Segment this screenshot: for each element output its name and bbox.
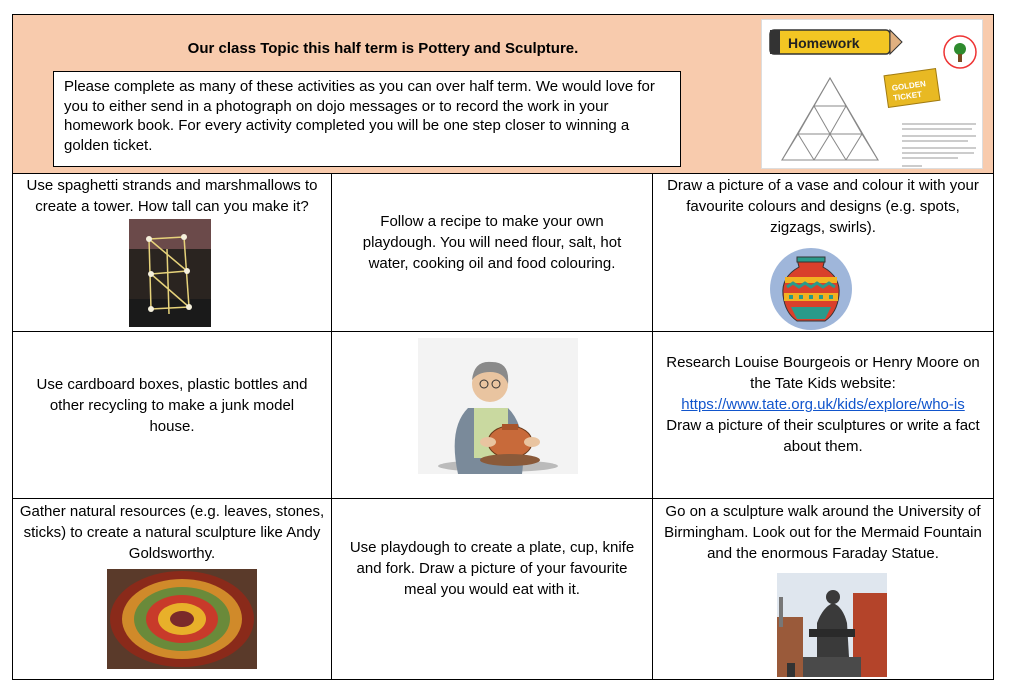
activity-sculpture-walk xyxy=(653,499,993,679)
activity-natural-sculpture xyxy=(13,499,331,679)
intro-text: Please complete as many of these activities as you can over half term. We would love for you to either send in a photograph on dojo messages or to record the work in your homework book. For every activity completed you will be one step closer to winning a golden ticket. xyxy=(53,71,681,167)
activity-draw-vase xyxy=(653,173,993,331)
leaf-mandala-photo xyxy=(107,569,257,669)
activity-text: Research Louise Bourgeois or Henry Moore on the Tate Kids website: xyxy=(666,354,980,392)
tate-kids-link[interactable]: https://www.tate.org.uk/kids/explore/who-is xyxy=(681,396,965,413)
homework-banner-text: Homework xyxy=(788,35,860,51)
activity-text: Draw a picture of a vase and colour it with your favourite colours and designs (e.g. spots, zigzags, swirls). xyxy=(667,177,979,236)
activity-text: Use spaghetti strands and marshmallows to create a tower. How tall can you make it? xyxy=(26,177,318,215)
activity-playdough-recipe xyxy=(332,173,652,331)
activity-text: Use playdough to create a plate, cup, knife and fork. Draw a picture of your favourite meal you would eat with it. xyxy=(349,539,635,598)
triangle-pyramid-icon xyxy=(782,78,878,160)
page-title: Our class Topic this half term is Pottery and Sculpture. xyxy=(187,40,579,57)
activity-text-continued: Draw a picture of their sculptures or write a fact about them. xyxy=(666,417,980,455)
activity-spaghetti-tower xyxy=(13,173,331,331)
faraday-statue-photo xyxy=(777,573,887,677)
vase-picture xyxy=(769,247,853,331)
activity-potter-image xyxy=(332,332,652,498)
homework-sheet-thumbnail xyxy=(761,19,983,169)
activity-text: Use cardboard boxes, plastic bottles and other recycling to make a junk model house. xyxy=(36,376,308,435)
potter-clipart xyxy=(418,338,578,474)
header-banner xyxy=(13,15,993,174)
activity-text: Follow a recipe to make your own playdough. You will need flour, salt, hot water, cooking oil and food colouring. xyxy=(362,213,622,272)
spaghetti-tower-photo xyxy=(129,219,211,327)
homework-thumbnail-illustration xyxy=(762,20,983,169)
activity-research-sculptors xyxy=(653,332,993,498)
golden-ticket-line2: TICKET xyxy=(892,89,923,103)
instruction-lines xyxy=(902,124,976,166)
golden-ticket-line1: GOLDEN xyxy=(891,79,927,93)
activity-junk-model-house xyxy=(13,332,331,498)
activity-text: Gather natural resources (e.g. leaves, stones, sticks) to create a natural sculpture like Andy Goldsworthy. xyxy=(19,503,325,562)
activity-text: Go on a sculpture walk around the University of Birmingham. Look out for the Mermaid Fountain and the enormous Faraday Statue. xyxy=(664,503,982,562)
homework-sheet xyxy=(12,14,994,680)
activity-grid xyxy=(13,173,993,679)
activity-playdough-meal xyxy=(332,499,652,679)
